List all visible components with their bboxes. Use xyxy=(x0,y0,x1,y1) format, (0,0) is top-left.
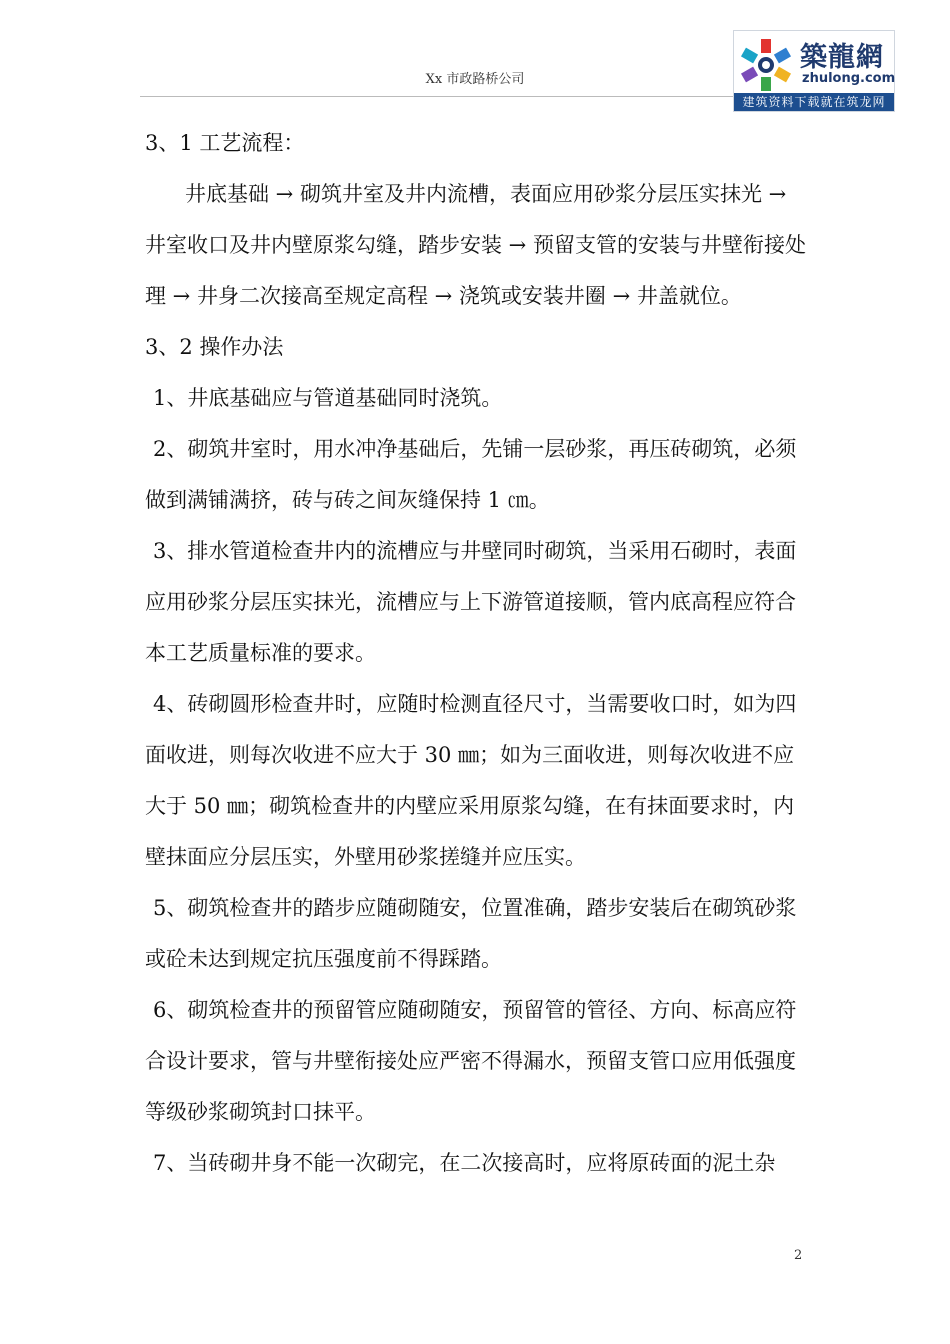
logo-chinese-text: 築龍網 xyxy=(800,42,884,73)
header-divider xyxy=(140,96,800,97)
document-body xyxy=(145,118,813,1189)
operation-item-5: 5、砌筑检查井的踏步应随砌随安，位置准确，踏步安装后在砌筑砂浆或砼未达到规定抗压强度前不得踩踏。 xyxy=(145,896,797,971)
snowflake-logo-icon xyxy=(738,37,794,93)
page-header: Xx 市政路桥公司 xyxy=(425,72,525,87)
section-3-2-heading: 3、2 操作办法 xyxy=(145,335,284,359)
logo-domain-text: zhulong.com xyxy=(802,71,896,86)
logo-banner: 建筑资料下载就在筑龙网 xyxy=(734,93,894,111)
operation-item-3: 3、排水管道检查井内的流槽应与井壁同时砌筑，当采用石砌时，表面应用砂浆分层压实抹光，流槽应与上下游管道接顺，管内底高程应符合本工艺质量标准的要求。 xyxy=(145,539,797,665)
operation-item-6: 6、砌筑检查井的预留管应随砌随安，预留管的管径、方向、标高应符合设计要求，管与井壁衔接处应严密不得漏水，预留支管口应用低强度等级砂浆砌筑封口抹平。 xyxy=(145,998,797,1124)
operation-item-7: 7、当砖砌井身不能一次砌完，在二次接高时，应将原砖面的泥土杂 xyxy=(153,1151,776,1175)
process-flow-paragraph: 井底基础 → 砌筑井室及井内流槽，表面应用砂浆分层压实抹光 → 井室收口及井内壁原浆勾缝，踏步安装 → 预留支管的安装与井壁衔接处理 → 井身二次接高至规定高程 → 浇筑或安装井圈 → 井盖就位。 xyxy=(145,182,806,308)
section-3-1-heading: 3、1 工艺流程： xyxy=(145,131,305,155)
operation-item-1: 1、井底基础应与管道基础同时浇筑。 xyxy=(153,386,503,410)
page-number: 2 xyxy=(794,1248,803,1263)
operation-item-2: 2、砌筑井室时，用水冲净基础后，先铺一层砂浆，再压砖砌筑，必须做到满铺满挤，砖与砖之间灰缝保持 1 ㎝。 xyxy=(145,437,797,512)
operation-item-4: 4、砖砌圆形检查井时，应随时检测直径尺寸，当需要收口时，如为四面收进，则每次收进不应大于 30 ㎜；如为三面收进，则每次收进不应大于 50 ㎜；砌筑检查井的内壁应采用原浆勾缝，在有抹面要求时，内壁抹面应分层压实，外壁用砂浆搓缝并应压实。 xyxy=(145,692,797,869)
zhulong-logo xyxy=(733,30,895,112)
